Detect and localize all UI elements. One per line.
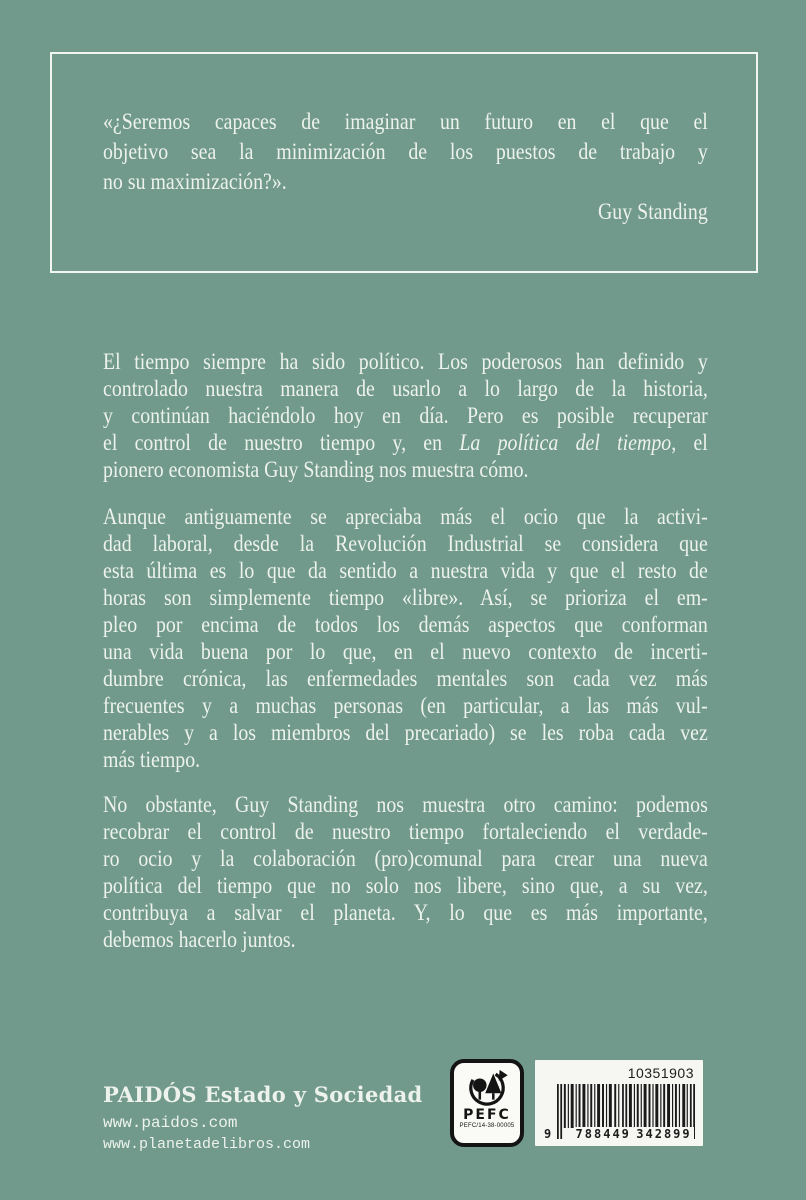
quote-line: objetivo sea la minimización de los puestos de trabajo y xyxy=(103,139,708,164)
quote-attribution: Guy Standing xyxy=(597,199,708,224)
pefc-badge xyxy=(450,1059,524,1147)
synopsis-paragraph-1 xyxy=(103,348,708,483)
synopsis-paragraph-2 xyxy=(103,503,708,773)
ean-digit-first: 9 xyxy=(544,1127,552,1141)
text-line: más tiempo. xyxy=(103,747,201,772)
text-line: frecuentes y a muchas personas (en particular, a las más vul- xyxy=(103,693,708,718)
text-line: debemos hacerlo juntos. xyxy=(103,927,296,952)
collection-name: PAIDÓS Estado y Sociedad xyxy=(103,1082,423,1107)
text-line: y continúan haciéndolo hoy en día. Pero es posible recuperar xyxy=(103,403,708,428)
text-segment: el control de nuestro tiempo y, en xyxy=(103,430,460,455)
text-segment: , el xyxy=(671,430,708,455)
text-line: política del tiempo que no solo nos libere, sino que, a su vez, xyxy=(103,873,708,898)
text-line: una vida buena por lo que, en el nuevo contexto de incerti- xyxy=(103,639,708,664)
quote-line: «¿Seremos capaces de imaginar un futuro en el que el xyxy=(103,109,708,134)
text-line: pionero economista Guy Standing nos muestra cómo. xyxy=(103,457,529,482)
planetadelibros-url: www.planetadelibros.com xyxy=(103,1136,311,1153)
ean-digits-right: 342899 xyxy=(636,1127,692,1141)
book-title-italic: La política del tiempo xyxy=(459,430,672,455)
publisher-url: www.paidos.com xyxy=(103,1114,238,1132)
text-line: Aunque antiguamente se apreciaba más el ocio que la activi- xyxy=(103,504,708,529)
ean-digits-left: 788449 xyxy=(575,1127,631,1141)
text-line: El tiempo siempre ha sido político. Los poderosos han definido y xyxy=(103,349,708,374)
ean-barcode xyxy=(544,1084,695,1142)
barcode-label xyxy=(535,1060,703,1146)
quote-line: no su maximización?». xyxy=(103,169,287,194)
pefc-cert-number: PEFC/14-38-00005 xyxy=(459,1123,515,1129)
text-line xyxy=(103,429,708,456)
pefc-logo-icon xyxy=(460,1066,514,1108)
publisher-imprint xyxy=(103,1082,422,1154)
text-line: contribuya a salvar el planeta. Y, lo que es más importante, xyxy=(103,900,708,925)
text-line: recobrar el control de nuestro tiempo fortaleciendo el verdade- xyxy=(103,819,708,844)
text-line: dad laboral, desde la Revolución Industrial se considera que xyxy=(103,531,708,556)
text-line: controlado nuestra manera de usarlo a lo largo de la historia, xyxy=(103,376,708,401)
text-line: horas son simplemente tiempo «libre». Así, se prioriza el em- xyxy=(103,585,708,610)
text-line: pleo por encima de todos los demás aspectos que conforman xyxy=(103,612,708,637)
text-line: No obstante, Guy Standing nos muestra otro camino: podemos xyxy=(103,792,708,817)
text-line: nerables y a los miembros del precariado) se les roba cada vez xyxy=(103,720,708,745)
text-line: esta última es lo que da sentido a nuestra vida y que el resto de xyxy=(103,558,708,583)
quote-text xyxy=(103,107,708,227)
synopsis-paragraph-3 xyxy=(103,791,708,953)
barcode-sku: 10351903 xyxy=(627,1065,694,1081)
text-line: ro ocio y la colaboración (pro)comunal para crear una nueva xyxy=(103,846,708,871)
pefc-label: PEFC xyxy=(463,1107,511,1123)
synopsis xyxy=(103,348,708,953)
text-line: dumbre crónica, las enfermedades mentales son cada vez más xyxy=(103,666,708,691)
